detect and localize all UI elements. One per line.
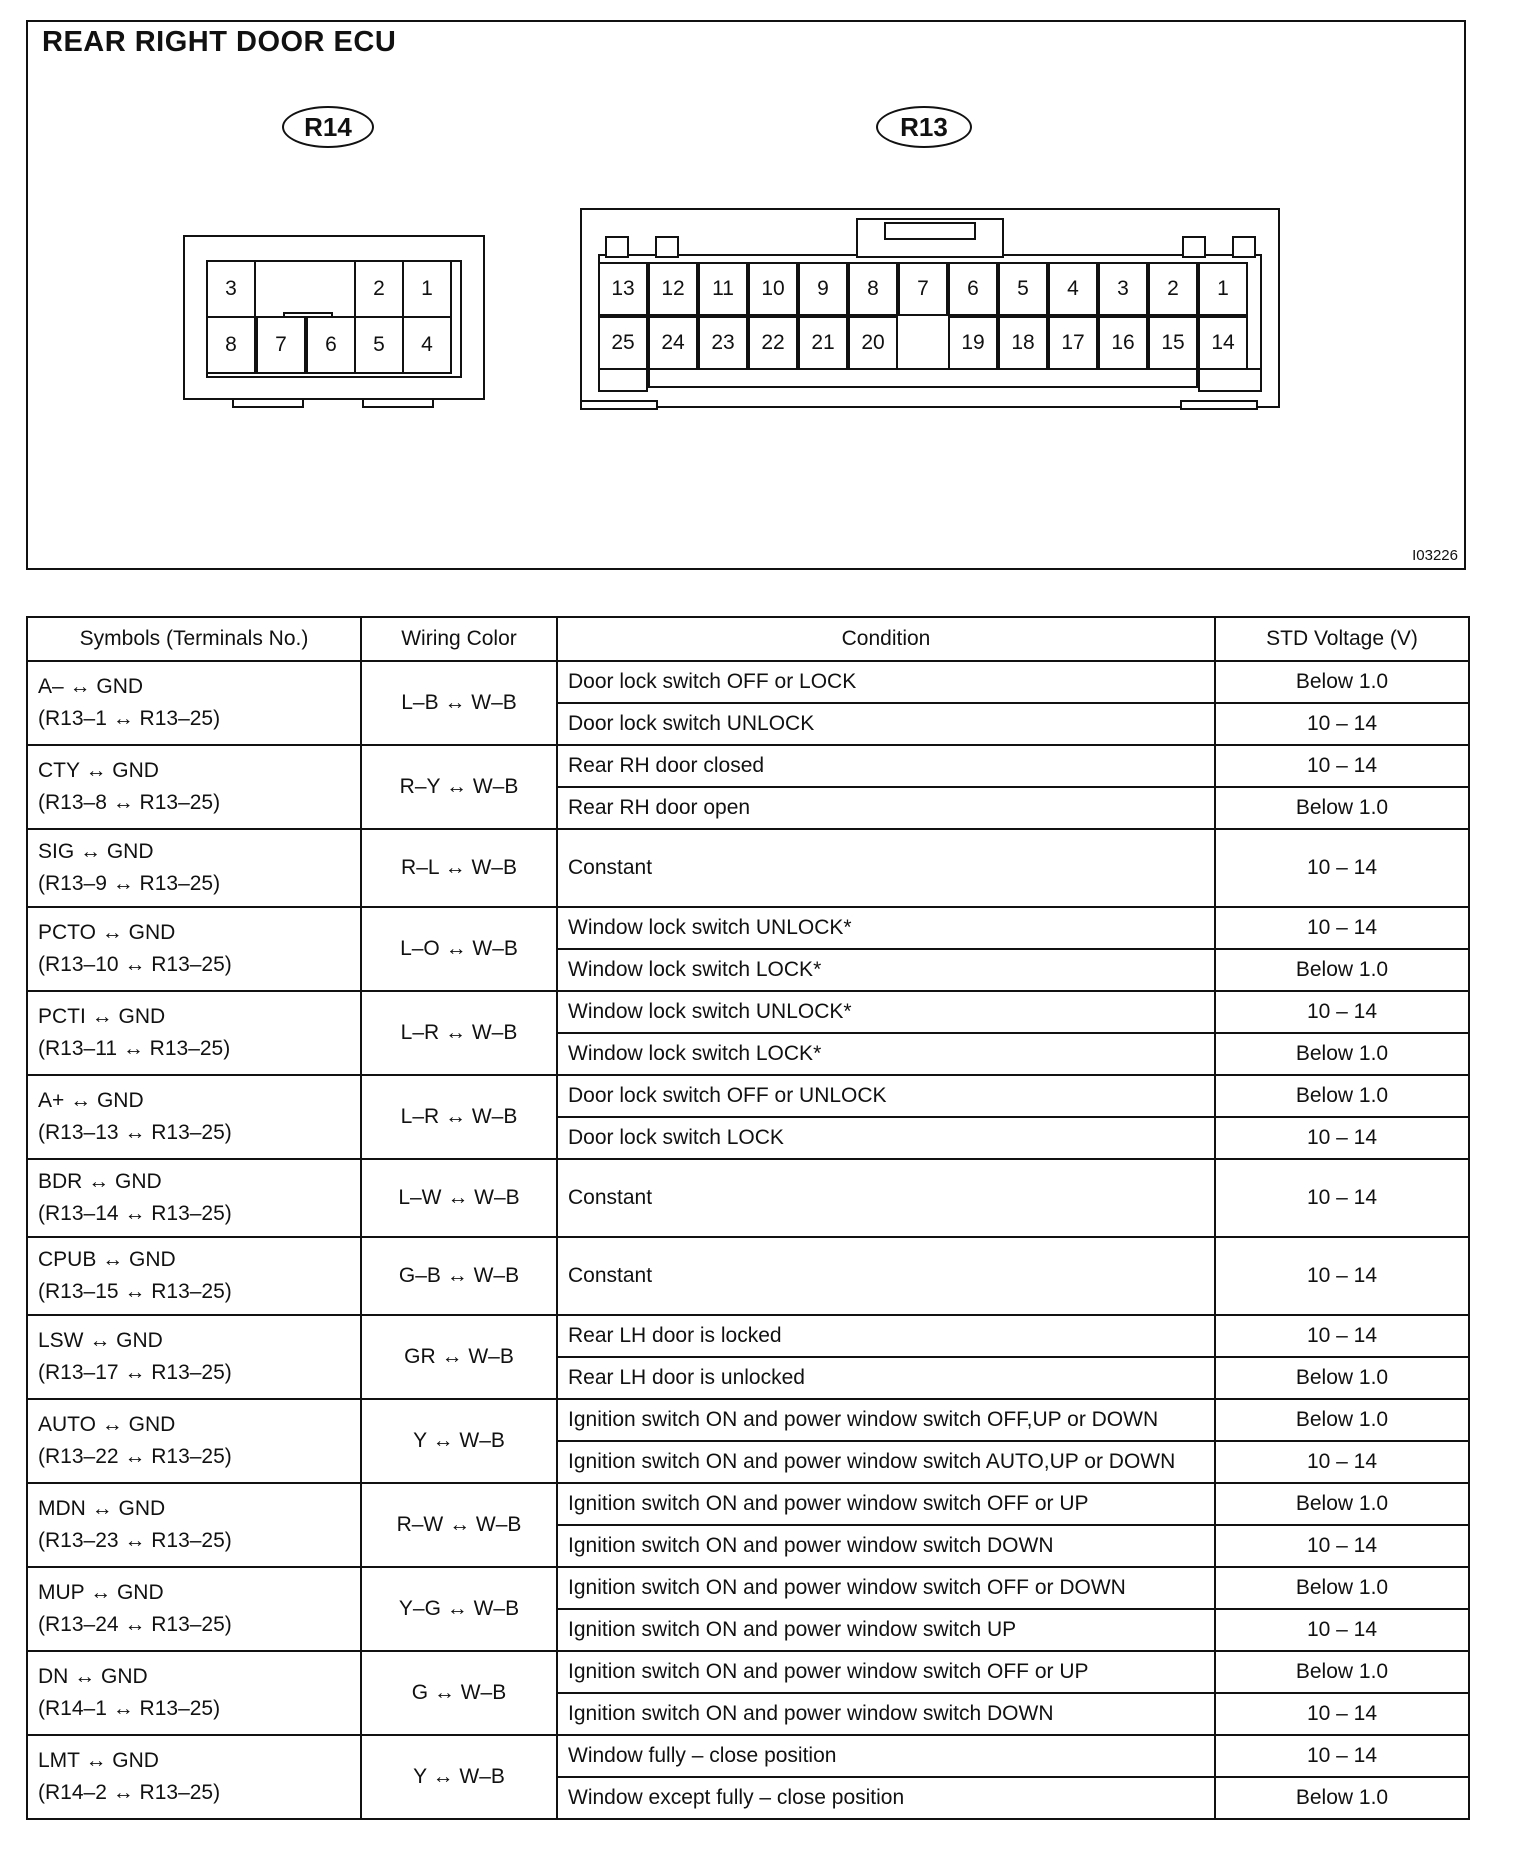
- r14-pin: 8: [206, 316, 256, 374]
- symbol-cell: [27, 1159, 361, 1237]
- r14-foot-right: [362, 398, 434, 408]
- r14-foot-left: [232, 398, 304, 408]
- r14-pin: 4: [402, 316, 452, 374]
- symbol-text: PCTO ↔ GND: [38, 921, 176, 944]
- condition-cell: Rear RH door open: [557, 787, 1215, 829]
- symbol-text: CTY ↔ GND: [38, 759, 159, 782]
- figure-code: I03226: [1412, 547, 1458, 564]
- condition-cell: Window fully – close position: [557, 1735, 1215, 1777]
- r13-pin: 7: [898, 262, 948, 316]
- condition-cell: Ignition switch ON and power window switch UP: [557, 1609, 1215, 1651]
- r13-pin: 14: [1198, 316, 1248, 370]
- condition-cell: Rear RH door closed: [557, 745, 1215, 787]
- wiring-color-cell: R–W ↔ W–B: [361, 1483, 557, 1567]
- table-row: [27, 1399, 1469, 1441]
- wiring-color-cell: Y ↔ W–B: [361, 1399, 557, 1483]
- symbol-cell: [27, 1075, 361, 1159]
- wiring-color-cell: R–Y ↔ W–B: [361, 745, 557, 829]
- voltage-cell: 10 – 14: [1215, 1441, 1469, 1483]
- voltage-cell: Below 1.0: [1215, 1357, 1469, 1399]
- voltage-cell: 10 – 14: [1215, 991, 1469, 1033]
- table-row: [27, 1651, 1469, 1693]
- r13-pin: 23: [698, 316, 748, 370]
- condition-cell: Ignition switch ON and power window switch OFF or UP: [557, 1483, 1215, 1525]
- voltage-cell: 10 – 14: [1215, 745, 1469, 787]
- r13-pin: 22: [748, 316, 798, 370]
- voltage-cell: Below 1.0: [1215, 1651, 1469, 1693]
- r13-foot-right: [1180, 400, 1258, 410]
- voltage-cell: 10 – 14: [1215, 1237, 1469, 1315]
- voltage-cell: Below 1.0: [1215, 1399, 1469, 1441]
- wiring-color-cell: Y–G ↔ W–B: [361, 1567, 557, 1651]
- r14-pin: 6: [306, 316, 356, 374]
- wiring-color-cell: GR ↔ W–B: [361, 1315, 557, 1399]
- r13-pin: 8: [848, 262, 898, 316]
- r13-pin: 13: [598, 262, 648, 316]
- wiring-color-cell: L–O ↔ W–B: [361, 907, 557, 991]
- symbol-text: PCTI ↔ GND: [38, 1005, 166, 1028]
- r13-post: [1182, 236, 1206, 258]
- condition-cell: Ignition switch ON and power window switch AUTO,UP or DOWN: [557, 1441, 1215, 1483]
- r13-pin: 18: [998, 316, 1048, 370]
- terminals-text: (R13–8 ↔ R13–25): [38, 791, 221, 814]
- symbol-text: MDN ↔ GND: [38, 1497, 166, 1520]
- symbol-cell: [27, 829, 361, 907]
- voltage-cell: 10 – 14: [1215, 1525, 1469, 1567]
- condition-cell: Window except fully – close position: [557, 1777, 1215, 1819]
- r13-pin: 25: [598, 316, 648, 370]
- symbol-cell: [27, 1237, 361, 1315]
- wiring-color-cell: Y ↔ W–B: [361, 1735, 557, 1819]
- table-row: [27, 1159, 1469, 1237]
- terminals-text: (R14–1 ↔ R13–25): [38, 1697, 221, 1720]
- voltage-cell: 10 – 14: [1215, 1159, 1469, 1237]
- wiring-color-cell: G ↔ W–B: [361, 1651, 557, 1735]
- terminal-voltage-table: [26, 616, 1470, 1820]
- voltage-cell: Below 1.0: [1215, 1075, 1469, 1117]
- condition-cell: Ignition switch ON and power window switch OFF,UP or DOWN: [557, 1399, 1215, 1441]
- condition-cell: Ignition switch ON and power window switch DOWN: [557, 1693, 1215, 1735]
- r14-label: R14: [282, 106, 374, 148]
- terminals-text: (R13–13 ↔ R13–25): [38, 1121, 232, 1144]
- table-row: [27, 1483, 1469, 1525]
- r13-pin: 24: [648, 316, 698, 370]
- terminals-text: (R13–24 ↔ R13–25): [38, 1613, 232, 1636]
- terminals-text: (R13–22 ↔ R13–25): [38, 1445, 232, 1468]
- terminals-text: (R13–9 ↔ R13–25): [38, 872, 221, 895]
- condition-cell: Rear LH door is locked: [557, 1315, 1215, 1357]
- condition-cell: Ignition switch ON and power window switch OFF or UP: [557, 1651, 1215, 1693]
- header-symbols: Symbols (Terminals No.): [27, 617, 361, 661]
- r14-pin: 2: [354, 260, 404, 318]
- table-row: [27, 1075, 1469, 1117]
- condition-cell: Door lock switch OFF or LOCK: [557, 661, 1215, 703]
- voltage-cell: Below 1.0: [1215, 661, 1469, 703]
- symbol-text: MUP ↔ GND: [38, 1581, 164, 1604]
- table-row: [27, 1567, 1469, 1609]
- r14-pin: 7: [256, 316, 306, 374]
- terminals-text: (R13–23 ↔ R13–25): [38, 1529, 232, 1552]
- condition-cell: Constant: [557, 1159, 1215, 1237]
- symbol-text: LMT ↔ GND: [38, 1749, 159, 1772]
- r13-pin: 3: [1098, 262, 1148, 316]
- voltage-cell: 10 – 14: [1215, 1315, 1469, 1357]
- voltage-cell: 10 – 14: [1215, 1735, 1469, 1777]
- terminals-text: (R13–17 ↔ R13–25): [38, 1361, 232, 1384]
- r13-pin: 6: [948, 262, 998, 316]
- r13-pin: 16: [1098, 316, 1148, 370]
- condition-cell: Door lock switch LOCK: [557, 1117, 1215, 1159]
- r13-rail: [648, 368, 1198, 388]
- condition-cell: Constant: [557, 829, 1215, 907]
- condition-cell: Ignition switch ON and power window switch DOWN: [557, 1525, 1215, 1567]
- table-header-row: [27, 617, 1469, 661]
- r13-post: [1232, 236, 1256, 258]
- condition-cell: Window lock switch LOCK*: [557, 949, 1215, 991]
- voltage-cell: Below 1.0: [1215, 1777, 1469, 1819]
- voltage-cell: 10 – 14: [1215, 703, 1469, 745]
- table-row: [27, 907, 1469, 949]
- condition-cell: Door lock switch UNLOCK: [557, 703, 1215, 745]
- symbol-text: DN ↔ GND: [38, 1665, 148, 1688]
- voltage-cell: 10 – 14: [1215, 1117, 1469, 1159]
- r14-pin: 5: [354, 316, 404, 374]
- r13-post: [655, 236, 679, 258]
- table-row: [27, 1237, 1469, 1315]
- table-row: [27, 1735, 1469, 1777]
- terminals-text: (R13–14 ↔ R13–25): [38, 1202, 232, 1225]
- r13-pin: 15: [1148, 316, 1198, 370]
- voltage-cell: 10 – 14: [1215, 907, 1469, 949]
- header-wiring-color: Wiring Color: [361, 617, 557, 661]
- r13-foot-left: [580, 400, 658, 410]
- symbol-cell: [27, 1651, 361, 1735]
- r13-lock-left: [598, 368, 648, 392]
- symbol-cell: [27, 907, 361, 991]
- symbol-text: SIG ↔ GND: [38, 840, 154, 863]
- terminals-text: (R14–2 ↔ R13–25): [38, 1781, 221, 1804]
- header-std-voltage: STD Voltage (V): [1215, 617, 1469, 661]
- r13-pin: 21: [798, 316, 848, 370]
- terminals-text: (R13–10 ↔ R13–25): [38, 953, 232, 976]
- r13-pin: 17: [1048, 316, 1098, 370]
- condition-cell: Window lock switch UNLOCK*: [557, 907, 1215, 949]
- r13-pin: 4: [1048, 262, 1098, 316]
- voltage-cell: Below 1.0: [1215, 787, 1469, 829]
- symbol-text: AUTO ↔ GND: [38, 1413, 176, 1436]
- r13-post: [605, 236, 629, 258]
- voltage-cell: 10 – 14: [1215, 1609, 1469, 1651]
- terminals-text: (R13–1 ↔ R13–25): [38, 707, 221, 730]
- symbol-cell: [27, 1315, 361, 1399]
- r13-pin: 12: [648, 262, 698, 316]
- symbol-cell: [27, 991, 361, 1075]
- voltage-cell: 10 – 14: [1215, 1693, 1469, 1735]
- condition-cell: Ignition switch ON and power window switch OFF or DOWN: [557, 1567, 1215, 1609]
- voltage-cell: Below 1.0: [1215, 949, 1469, 991]
- table-row: [27, 1315, 1469, 1357]
- voltage-cell: 10 – 14: [1215, 829, 1469, 907]
- wiring-color-cell: L–W ↔ W–B: [361, 1159, 557, 1237]
- r13-pin: 10: [748, 262, 798, 316]
- terminals-text: (R13–11 ↔ R13–25): [38, 1037, 231, 1060]
- table-row: [27, 745, 1469, 787]
- symbol-text: CPUB ↔ GND: [38, 1248, 176, 1271]
- r13-latch-window: [884, 222, 976, 240]
- symbol-text: LSW ↔ GND: [38, 1329, 163, 1352]
- voltage-cell: Below 1.0: [1215, 1567, 1469, 1609]
- symbol-cell: [27, 1735, 361, 1819]
- table-row: [27, 829, 1469, 907]
- condition-cell: Window lock switch UNLOCK*: [557, 991, 1215, 1033]
- r13-pin: 20: [848, 316, 898, 370]
- wiring-color-cell: R–L ↔ W–B: [361, 829, 557, 907]
- symbol-text: A– ↔ GND: [38, 675, 144, 698]
- terminals-text: (R13–15 ↔ R13–25): [38, 1280, 232, 1303]
- condition-cell: Window lock switch LOCK*: [557, 1033, 1215, 1075]
- voltage-cell: Below 1.0: [1215, 1033, 1469, 1075]
- symbol-cell: [27, 1567, 361, 1651]
- symbol-cell: [27, 661, 361, 745]
- diagram-title: REAR RIGHT DOOR ECU: [42, 26, 397, 58]
- r13-pin: 9: [798, 262, 848, 316]
- r14-pin: 3: [206, 260, 256, 318]
- voltage-cell: Below 1.0: [1215, 1483, 1469, 1525]
- symbol-text: A+ ↔ GND: [38, 1089, 144, 1112]
- condition-cell: Door lock switch OFF or UNLOCK: [557, 1075, 1215, 1117]
- table-row: [27, 991, 1469, 1033]
- r13-pin: 1: [1198, 262, 1248, 316]
- table-row: [27, 661, 1469, 703]
- r13-pin: 19: [948, 316, 998, 370]
- r13-pin: 2: [1148, 262, 1198, 316]
- r13-pin: 5: [998, 262, 1048, 316]
- symbol-cell: [27, 745, 361, 829]
- r13-pin: 11: [698, 262, 748, 316]
- wiring-color-cell: L–B ↔ W–B: [361, 661, 557, 745]
- wiring-color-cell: L–R ↔ W–B: [361, 991, 557, 1075]
- r13-lock-right: [1198, 368, 1262, 392]
- symbol-cell: [27, 1399, 361, 1483]
- wiring-color-cell: L–R ↔ W–B: [361, 1075, 557, 1159]
- symbol-cell: [27, 1483, 361, 1567]
- symbol-text: BDR ↔ GND: [38, 1170, 162, 1193]
- condition-cell: Rear LH door is unlocked: [557, 1357, 1215, 1399]
- connector-diagram: [26, 20, 1466, 570]
- wiring-color-cell: G–B ↔ W–B: [361, 1237, 557, 1315]
- r13-label: R13: [876, 106, 972, 148]
- header-condition: Condition: [557, 617, 1215, 661]
- r14-pin: 1: [402, 260, 452, 318]
- condition-cell: Constant: [557, 1237, 1215, 1315]
